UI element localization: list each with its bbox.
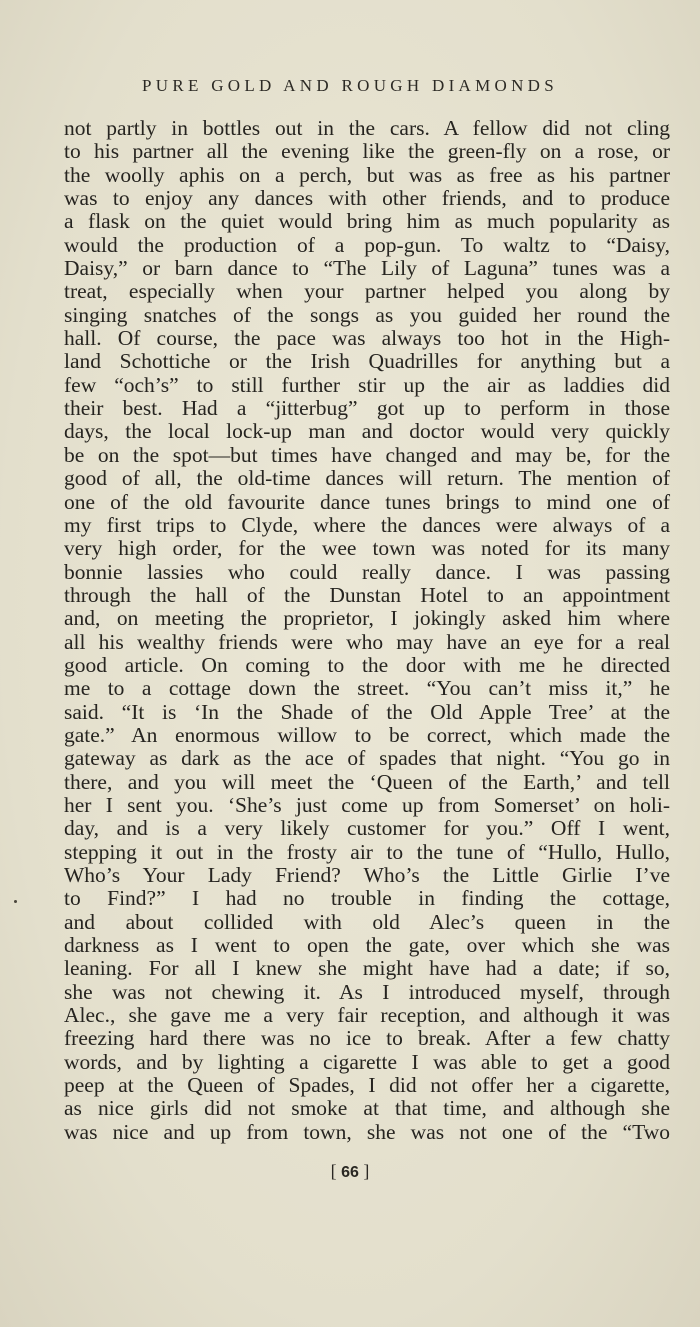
text-line: days, the local lock-up man and doctor would very quickly — [64, 419, 670, 444]
text-line: the woolly aphis on a perch, but was as free as his partner — [64, 162, 670, 187]
text-line: gate.” An enormous willow to be correct, which made the — [64, 722, 670, 747]
text-line: one of the old favourite dance tunes brings to mind one of — [64, 489, 670, 514]
text-line: there, and you will meet the ‘Queen of the Earth,’ and tell — [64, 769, 670, 794]
text-line: as nice girls did not smoke at that time, and although she — [64, 1096, 670, 1121]
text-line: treat, especially when your partner helped you along by — [64, 279, 670, 304]
text-line: good of all, the old-time dances will return. The mention of — [64, 466, 670, 491]
text-line: day, and is a very likely customer for you.” Off I went, — [64, 816, 670, 841]
text-line: she was not chewing it. As I introduced myself, through — [64, 979, 670, 1004]
bracket-open: [ — [330, 1161, 337, 1181]
text-line: would the production of a pop-gun. To waltz to “Daisy, — [64, 232, 670, 257]
text-line: singing snatches of the songs as you guided her round the — [64, 302, 670, 327]
text-line: to his partner all the evening like the green-fly on a rose, or — [64, 139, 670, 164]
text-line: words, and by lighting a cigarette I was able to get a good — [64, 1049, 670, 1074]
running-header: PURE GOLD AND ROUGH DIAMONDS — [141, 76, 559, 95]
text-line: me to a cottage down the street. “You can’t miss it,” he — [64, 676, 670, 701]
text-line: few “och’s” to still further stir up the air as laddies did — [64, 372, 670, 397]
text-line: to Find?” I had no trouble in finding the cottage, — [64, 886, 670, 911]
text-line: was to enjoy any dances with other friends, and to produce — [64, 186, 670, 211]
text-line: Daisy,” or barn dance to “The Lily of Laguna” tunes was a — [64, 256, 670, 281]
text-line: through the hall of the Dunstan Hotel to an appointment — [64, 582, 670, 607]
text-line: bonnie lassies who could really dance. I was passing — [64, 559, 670, 584]
text-line: very high order, for the wee town was noted for its many — [64, 536, 670, 561]
text-line: Who’s Your Lady Friend? Who’s the Little Girlie I’ve — [64, 863, 670, 887]
page-number-value: 66 — [341, 1164, 359, 1181]
text-line: all his wealthy friends were who may have an eye for a real — [64, 629, 670, 654]
text-line: and, on meeting the proprietor, I jokingly asked him where — [64, 606, 670, 631]
text-line: gateway as dark as the ace of spades that night. “You go in — [64, 746, 670, 771]
text-line: and about collided with old Alec’s queen in the — [64, 909, 670, 934]
text-line: be on the spot—but times have changed and may be, for the — [64, 442, 670, 467]
text-line: stepping it out in the frosty air to the tune of “Hullo, Hullo, — [64, 839, 670, 864]
page-number — [0, 1161, 700, 1182]
text-line: said. “It is ‘In the Shade of the Old Apple Tree’ at the — [64, 699, 670, 724]
text-line: Alec., she gave me a very fair reception, and although it was — [64, 1003, 670, 1028]
body-text — [64, 117, 670, 1144]
text-line: her I sent you. ‘She’s just come up from Somerset’ on holi- — [64, 792, 670, 817]
text-line: leaning. For all I knew she might have had a date; if so, — [64, 956, 670, 981]
text-line: a flask on the quiet would bring him as much popularity as — [64, 209, 670, 234]
text-line: peep at the Queen of Spades, I did not offer her a cigarette, — [64, 1073, 670, 1098]
text-line: their best. Had a “jitterbug” got up to perform in those — [64, 396, 670, 421]
text-line: hall. Of course, the pace was always too hot in the High- — [64, 326, 670, 351]
text-line: was nice and up from town, she was not one of the “Two — [64, 1119, 670, 1144]
ink-speck — [14, 900, 17, 903]
bracket-close: ] — [363, 1161, 370, 1181]
text-line: land Schottiche or the Irish Quadrilles for anything but a — [64, 349, 670, 374]
text-line: freezing hard there was no ice to break. After a few chatty — [64, 1026, 670, 1051]
text-line: good article. On coming to the door with me he directed — [64, 652, 670, 677]
text-line: not partly in bottles out in the cars. A fellow did not cling — [64, 116, 670, 140]
text-line: darkness as I went to open the gate, over which she was — [64, 933, 670, 958]
text-line: my first trips to Clyde, where the dances were always of a — [64, 512, 670, 537]
